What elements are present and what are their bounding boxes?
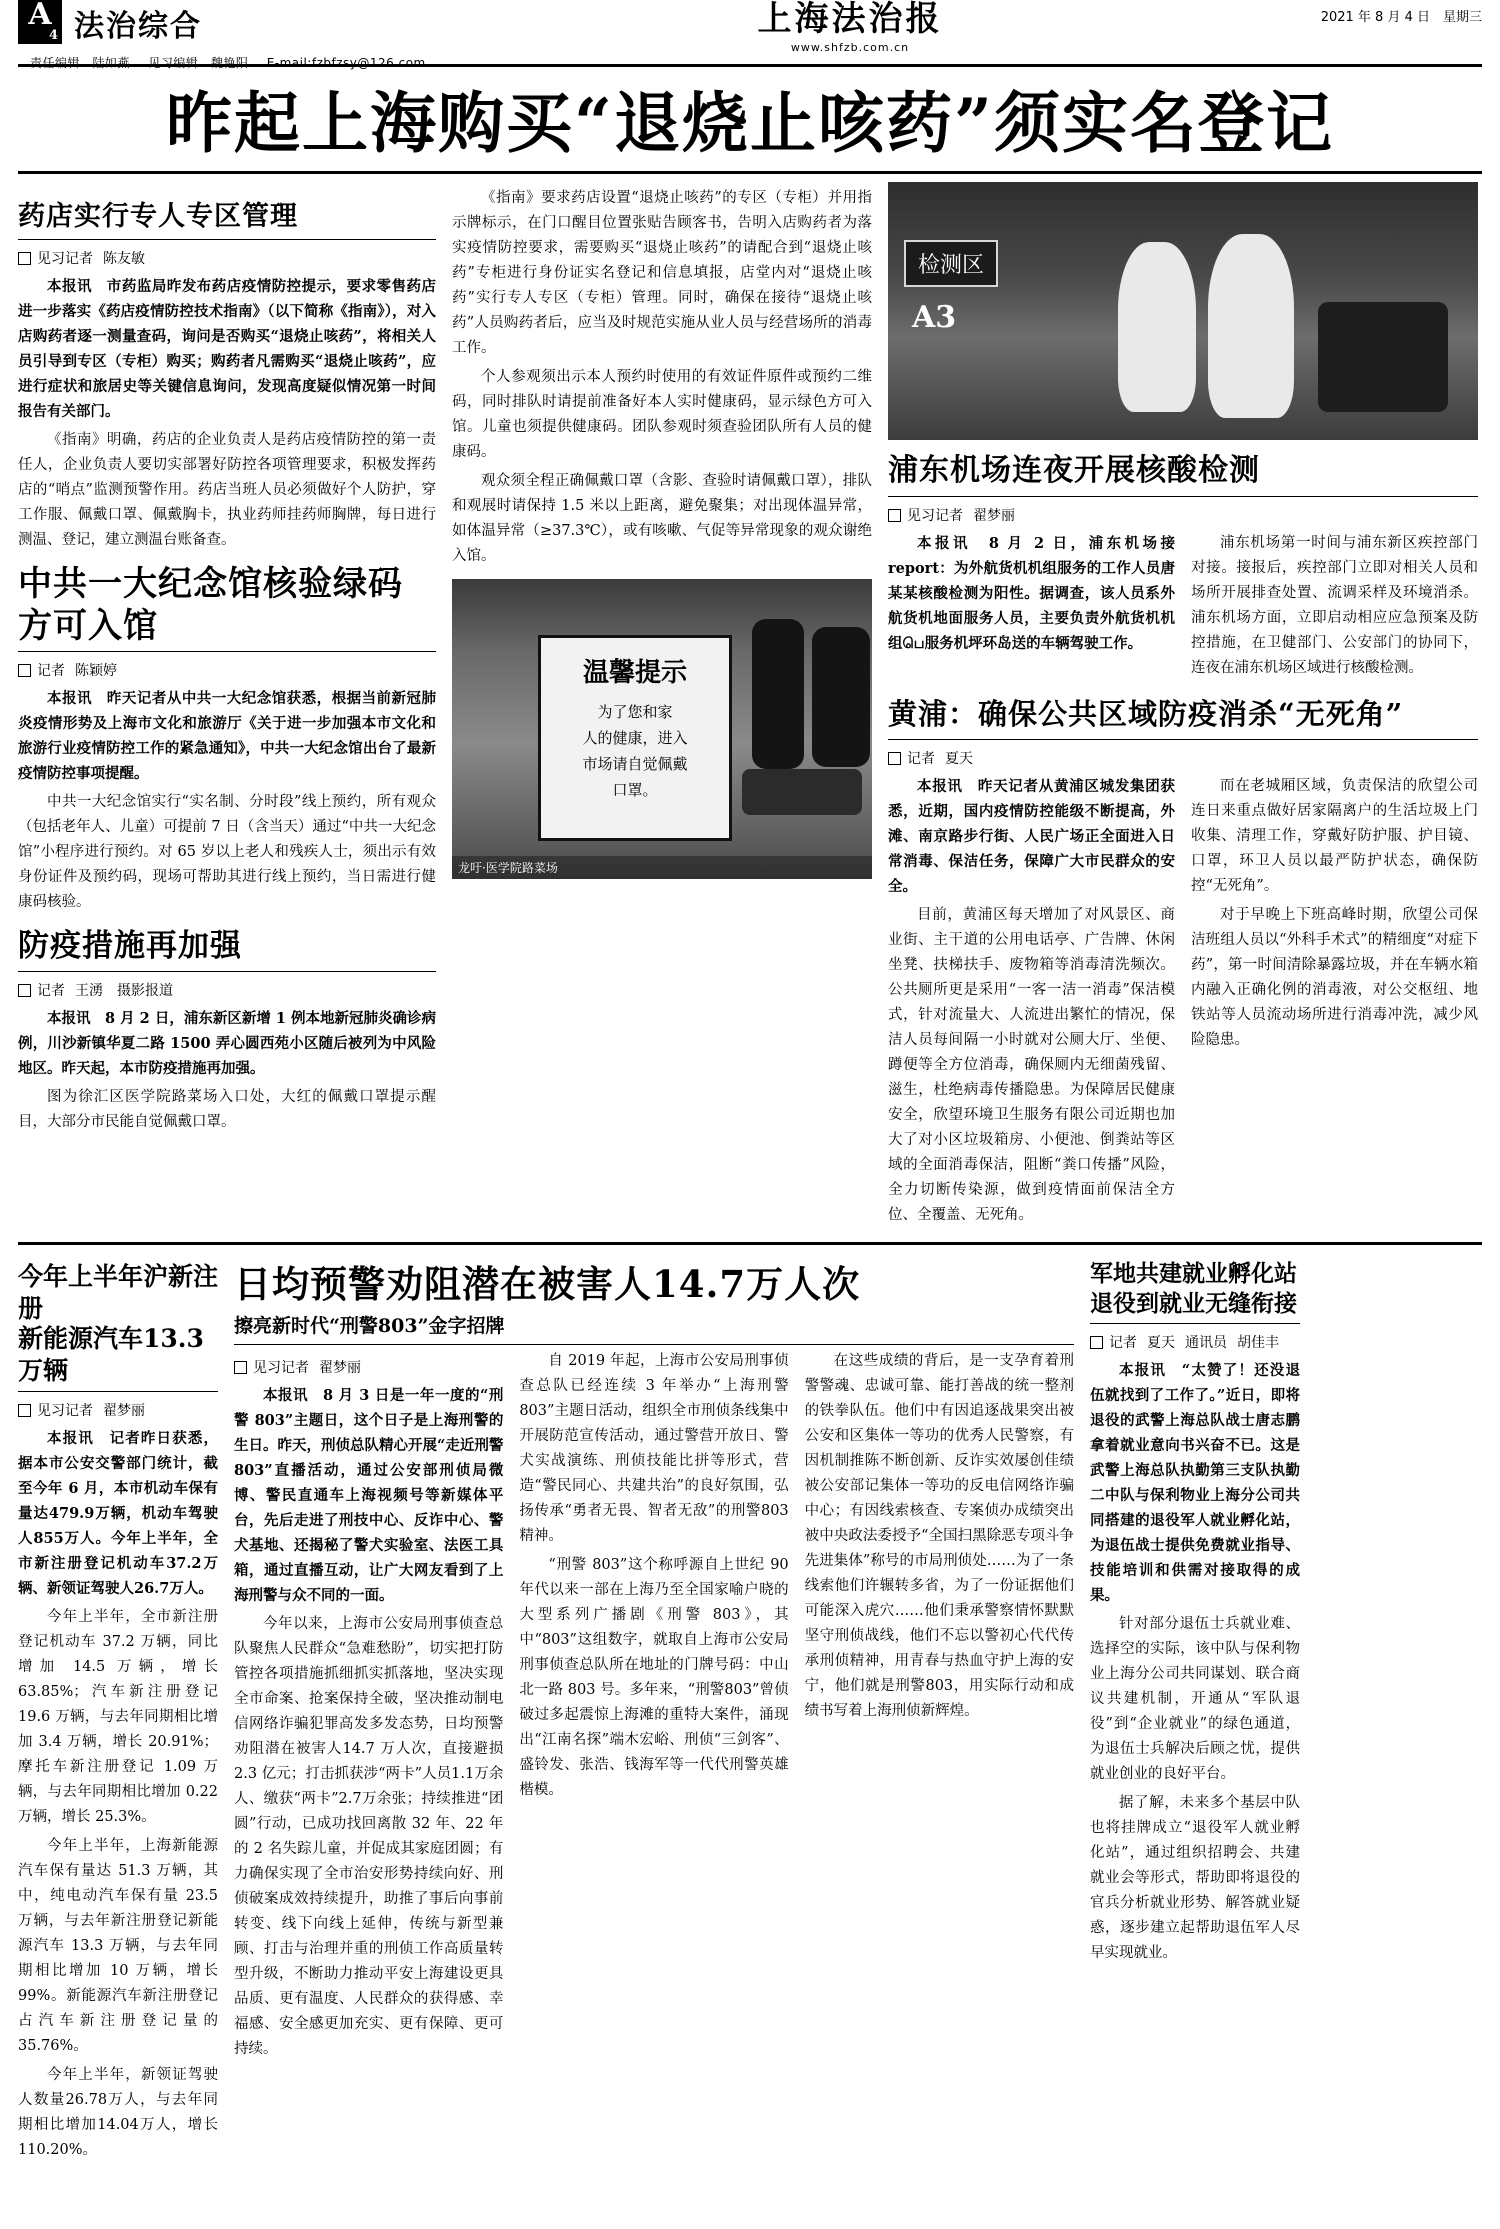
incubator-byline-label-2: 通讯员 — [1185, 1335, 1227, 1351]
memorial-para-3: 个人参观须出示本人预约时使用的有效证件原件或预约二维码，同时排队时请提前准备好本人实时健康码，显示绿色方可入馆。儿童也须提供健康码。团队参观时须查验团队所有人员的健康码。 — [452, 369, 872, 460]
page-badge — [18, 0, 62, 44]
huangpu-byline-name: 夏天 — [945, 751, 973, 767]
huangpu-col-2 — [1191, 774, 1478, 1232]
subhead-rule — [18, 239, 436, 240]
story803-byline-name: 翟梦丽 — [319, 1360, 361, 1376]
lead-para-3: 《指南》要求药店设置“退烧止咳药”的专区（专柜）并用指示牌标示，在门口醒目位置张贴告顾客书，告明入店购药者为落实疫情防控要求，需要购买“退烧止咳药”的请配合到“退烧止咳药”专柜进行身份证实名登记和信息填报，店堂内对“退烧止咳药”实行专人专区（专柜）管理。同时，确保在接待“退烧止咳药”人员购药者后，应当及时规范实施从业人员与经营场所的消毒工作。 — [452, 190, 872, 356]
editor-responsible: 责任编辑 陆如燕 — [30, 56, 131, 70]
story803-body — [234, 1349, 1074, 2066]
column-lower-1 — [18, 1253, 218, 2167]
upper-section — [18, 182, 1482, 1232]
byline-marker — [234, 1361, 247, 1374]
newenergy-byline-label: 见习记者 — [37, 1403, 93, 1419]
airport-byline-name: 翟梦丽 — [973, 508, 1015, 524]
zone-label: A3 — [912, 300, 957, 335]
story803-para-2: 今年以来，上海市公安局刑事侦查总队聚焦人民群众“急难愁盼”，切实把打防管控各项措施抓细抓实抓落地，坚决实现全市命案、抢案保持全破，坚决推动制电信网络诈骗犯罪高发多发态势，日均预警劝阻潜在被害人14.7 万人次，直接避损 2.3 亿元；打击抓获涉“两卡”人员1.1万余人、缴获“两卡”2.7万余张；持续推进“团圆”行动，已成功找回离散 32 年、22 年的 2 名失踪儿童，并促成其家庭团圆；有力确保实现了全市治安形势持续向好、刑侦破案成效持续提升，助推了事后向事前转变、线下向线上延伸，传统与新型兼顾、打击与治理并重的刑侦工作高质量转型升级，不断助力推动平安上海建设更具品质、更有温度、人民群众的获得感、幸福感、安全感更加充实、更有保障、更可持续。 — [234, 1616, 504, 2057]
byline-marker — [1090, 1336, 1103, 1349]
incubator-byline — [1090, 1332, 1300, 1352]
paper-website[interactable]: www.shfzb.com.cn — [790, 41, 910, 54]
measures-byline-label: 记者 — [37, 983, 65, 999]
newenergy-para-2: 今年上半年，全市新注册登记机动车 37.2 万辆，同比增加 14.5 万辆，增长 63.85%；汽车新注册登记 19.6 万辆，与去年同期相比增加 3.4 万辆，增长 20.91%；摩托车新注册登记 1.09 万辆，与去年同期相比增加 0.22 万辆，增长 25.3%。 — [18, 1609, 218, 1825]
story803-headline: 日均预警劝阻潜在被害人14.7万人次 — [234, 1262, 861, 1306]
airport-para-1: 本报讯 8 月 2 日，浦东机场接report：为外航货机机组服务的工作人员唐某某核酸检测为阳性。据调查，该人员系外航货机地面服务人员，主要负责外航货机机组பெ服务机坪环岛送的车辆驾驶工作。 — [888, 535, 1175, 652]
story803-col-1 — [234, 1349, 503, 2066]
story803-para-5: 在这些成绩的背后，是一支孕育着刑警警魂、忠诚可靠、能打善战的统一整剂的铁拳队伍。他们中有因追逐战果突出被公安和区集体一等功的优秀人民警察，有因机制推陈不断创新、反诈实效屡创佳绩被公安部记集体一等功的反电信网络诈骗中心；有因线索核查、专案侦办成绩突出被中央政法委授予“全国扫黑除恶专项斗争先进集体”称号的市局刑侦处……为了一条线索他们许辗转多省，为了一份证据他们可能深入虎穴……他们秉承警察情怀默默坚守刑侦战线，他们不忘以警初心代代传承刑侦精神，用青春与热血守护上海的安宁，他们就是刑警803，用实际行动和成绩书写着上海刑侦新辉煌。 — [804, 1353, 1074, 1719]
incubator-byline-name-2: 胡佳丰 — [1237, 1335, 1279, 1351]
lead-para-1: 本报讯 市药监局昨发布药店疫情防控提示，要求零售药店进一步落实《药店疫情防控技术指南》（以下简称《指南》），对入店购药者逐一测量查码，询问是否购买“退烧止咳药”，将相关人员引导到专区（专柜）购买；购药者凡需购买“退烧止咳药”，应进行症状和旅居史等关键信息询问，发现高度疑似情况第一时间报告有关部门。 — [18, 278, 436, 420]
notice-board — [538, 635, 732, 841]
lead-byline-name: 陈友敏 — [103, 251, 145, 267]
memorial-para-1: 本报讯 昨天记者从中共一大纪念馆获悉，根据当前新冠肺炎疫情形势及上海市文化和旅游厅《关于进一步加强本市文化和旅游行业疫情防控工作的紧急通知》，中共一大纪念馆出台了最新疫情防控事项提醒。 — [18, 690, 436, 782]
notice-title: 温馨提示 — [582, 658, 687, 688]
incubator-byline-name: 夏天 — [1147, 1335, 1175, 1351]
story803-subhead: 擦亮新时代“刑警803”金字招牌 — [234, 1315, 505, 1337]
newenergy-para-4: 今年上半年，新领证驾驶人数量26.78万人，与去年同期相比增加14.04万人，增长110.20%。 — [18, 2067, 218, 2158]
page-badge-letter: A — [28, 0, 52, 32]
airport-para-2: 浦东机场第一时间与浦东新区疾控部门对接。接报后，疾控部门立即对相关人员和场所开展排查处置、流调采样及环境消杀。浦东机场方面，立即启动相应应急预案及防控措施，在卫健部门、公安部门的协同下，连夜在浦东机场区域进行核酸检测。 — [1191, 535, 1478, 676]
measures-para-2: 图为徐汇区医学院路菜场入口处，大红的佩戴口罩提示醒目，大部分市民能自觉佩戴口罩。 — [18, 1089, 436, 1130]
measures-headline: 防疫措施再加强 — [18, 928, 242, 964]
story803-rule — [234, 1344, 1074, 1345]
newenergy-headline-2: 新能源汽车13.3万辆 — [18, 1324, 204, 1385]
photo-figure — [812, 627, 870, 767]
editor-line — [30, 54, 448, 71]
huangpu-body — [888, 774, 1478, 1232]
section-divider — [18, 1242, 1482, 1245]
photo-figure — [1118, 242, 1196, 412]
column-lower-3 — [1090, 1253, 1300, 2167]
huangpu-para-4: 对于早晚上下班高峰时期，欣望公司保洁班组人员以“外科手术式”的精细度“对症下药”，第一时间清除暴露垃圾，并在车辆水箱内融入正确化例的消毒液，对公交枢纽、地铁站等人员流动场所进行消毒冲洗，减少风险隐患。 — [1191, 907, 1478, 1048]
huangpu-rule — [888, 739, 1478, 740]
newenergy-rule — [18, 1391, 218, 1392]
airport-byline-label: 见习记者 — [907, 508, 963, 524]
lead-subhead: 药店实行专人专区管理 — [18, 201, 298, 232]
story803-para-1: 本报讯 8 月 3 日是一年一度的“刑警 803”主题日，这个日子是上海刑警的生日。昨天，刑侦总队精心开展“走近刑警803”直播活动，通过公安部刑侦局微博、警民直通车上海视频号等新媒体平台，先后走进了刑技中心、反诈中心、警犬基地、还揭秘了警犬实验室、法医工具箱，通过直播互动，让广大网友看到了上海刑警与众不同的一面。 — [234, 1387, 504, 1604]
photo-figure — [752, 619, 804, 769]
byline-marker — [888, 509, 901, 522]
section-name: 法治综合 — [74, 9, 202, 44]
masthead-center — [448, 0, 1252, 54]
notice-line-1: 为了您和家 — [597, 703, 673, 721]
lead-byline — [18, 248, 436, 268]
incubator-byline-label: 记者 — [1109, 1335, 1137, 1351]
memorial-byline-name: 陈颖婷 — [75, 663, 117, 679]
notice-line-2: 人的健康，进入 — [582, 729, 688, 747]
huangpu-col-1 — [888, 774, 1175, 1232]
newenergy-para-3: 今年上半年，上海新能源汽车保有量达 51.3 万辆，其中，纯电动汽车保有量 23.5 万辆，与去年新注册登记新能源汽车 13.3 万辆，与去年同期相比增加 10 万辆，增长 99%。新能源汽车新注册登记占汽车新注册登记量的 35.76%。 — [18, 1838, 218, 2054]
lead-byline-label: 见习记者 — [37, 251, 93, 267]
measures-para-1: 本报讯 8 月 2 日，浦东新区新增 1 例本地新冠肺炎确诊病例，川沙新镇华夏二路 1500 弄心圆西苑小区随后被列为中风险地区。昨天起，本市防疫措施再加强。 — [18, 1010, 437, 1077]
memorial-rule — [18, 651, 436, 652]
huangpu-byline — [888, 748, 1478, 768]
huangpu-para-3: 而在老城厢区域，负责保洁的欣望公司连日来重点做好居家隔离户的生活垃圾上门收集、清理工作，穿戴好防护服、护目镜、口罩，环卫人员以最严防护状态，确保防控“无死角”。 — [1191, 778, 1478, 894]
newenergy-headline-1: 今年上半年沪新注册 — [18, 1262, 219, 1323]
measures-byline — [18, 980, 436, 1000]
airport-col-2 — [1191, 531, 1478, 685]
airport-headline: 浦东机场连夜开展核酸检测 — [888, 453, 1260, 488]
photo-figure — [1208, 234, 1294, 418]
incubator-rule — [1090, 1323, 1300, 1324]
newenergy-byline-name: 翟梦丽 — [103, 1403, 145, 1419]
photo-vehicle — [1318, 302, 1448, 412]
airport-rule — [888, 496, 1478, 497]
masthead — [18, 0, 1482, 70]
airport-photo — [888, 182, 1478, 440]
incubator-headline-2: 退役到就业无缝衔接 — [1090, 1290, 1297, 1317]
masthead-left — [18, 0, 448, 71]
incubator-headline-1: 军地共建就业孵化站 — [1090, 1260, 1297, 1287]
newenergy-byline — [18, 1400, 218, 1420]
column-lower-2 — [234, 1253, 1074, 2167]
editor-email: E-mail:fzbfzsy@126.com — [266, 56, 426, 70]
headline-rule — [18, 171, 1482, 174]
huangpu-byline-label: 记者 — [907, 751, 935, 767]
huangpu-headline: 黄浦：确保公共区域防疫消杀“无死角” — [888, 697, 1404, 731]
memorial-para-2: 中共一大纪念馆实行“实名制、分时段”线上预约，所有观众（包括老年人、儿童）可提前 7 日（含当天）通过“中共一大纪念馆”小程序进行预约。对 65 岁以上老人和残疾人士，须出示有效身份证件及预约码，现场可帮助其进行线上预约，当日需进行健康码核验。 — [18, 794, 436, 910]
incubator-para-2: 针对部分退伍士兵就业难、选择空的实际，该中队与保利物业上海分公司共同谋划、联合商议共建机制，开通从“军队退役”到“企业就业”的绿色通道，为退伍士兵解决后顾之忧，提供就业创业的良好平台。 — [1090, 1616, 1300, 1782]
airport-col-1 — [888, 531, 1175, 685]
story803-byline-label: 见习记者 — [253, 1360, 309, 1376]
huangpu-para-2: 目前，黄浦区每天增加了对风景区、商业街、主干道的公用电话亭、广告牌、休闲坐凳、扶梯扶手、废物箱等消毒清洗频次。公共厕所更是采用“一客一洁一消毒”保洁模式，针对流量大、人流进出繁忙的情况，保洁人员每间隔一小时就对公厕大厅、坐便、蹲便等全方位消毒，确保厕内无细菌残留、滋生，杜绝病毒传播隐患。为保障居民健康安全，欣望环境卫生服务有限公司近期也加大了对小区垃圾箱房、小便池、倒粪站等区域的全面消毒保洁，阻断“粪口传播”风险，全力切断传染源，做到疫情面前保洁全方位、全覆盖、无死角。 — [888, 907, 1175, 1223]
byline-marker — [888, 752, 901, 765]
incubator-para-3: 据了解，未来多个基层中队也将挂牌成立“退役军人就业孵化站”，通过组织招聘会、共建就业会等形式，帮助即将退役的官兵分析就业形势、解答就业疑惑，逐步建立起帮助退伍军人尽早实现就业。 — [1090, 1795, 1300, 1961]
airport-byline — [888, 505, 1478, 525]
byline-marker — [18, 252, 31, 265]
story803-para-4: “刑警 803”这个称呼源自上世纪 90 年代以来一部在上海乃至全国家喻户晓的大型系列广播剧《刑警 803》，其中“803”这组数字，就取自上海市公安局刑事侦查总队所在地址的门牌号码：中山北一路 803 号。多年来，“刑警803”曾侦破过多起震惊上海滩的重特大案件，涌现出“江南名探”端木宏峪、刑侦“三剑客”、盛铃发、张浩、钱海军等一代代刑警英雄楷模。 — [519, 1557, 789, 1798]
memorial-headline: 中共一大纪念馆核验绿码方可入馆 — [18, 564, 403, 646]
column-2 — [452, 182, 872, 1232]
story803-col-3 — [805, 1349, 1074, 2066]
byline-marker — [18, 984, 31, 997]
notice-line-3: 市场请自觉佩戴 — [582, 755, 688, 773]
byline-marker — [18, 1404, 31, 1417]
publication-date: 2021 年 8 月 4 日 星期三 — [1320, 10, 1482, 25]
measures-byline-name: 王湧 摄影报道 — [75, 983, 173, 999]
lower-section — [18, 1253, 1482, 2167]
airport-body — [888, 531, 1478, 685]
lead-para-2: 《指南》明确，药店的企业负责人是药店疫情防控的第一责任人，企业负责人要切实部署好防控各项管理要求，积极发挥药店的“哨点”监测预警作用。药店当班人员必须做好个人防护，穿工作服、佩戴口罩、佩戴胸卡，执业药师挂药师胸牌，每日进行测温、登记，建立测温台账备查。 — [18, 432, 436, 548]
notice-line-4: 口罩。 — [612, 781, 658, 799]
memorial-byline-label: 记者 — [37, 663, 65, 679]
column-3 — [888, 182, 1478, 1232]
memorial-byline — [18, 660, 436, 680]
memorial-para-4: 观众须全程正确佩戴口罩（含影、查验时请佩戴口罩），排队和观展时请保持 1.5 米以上距离，避免聚集；对出现体温异常，如体温异常（≥37.3℃），或有咳嗽、气促等异常现象的观众谢绝入馆。 — [452, 473, 872, 564]
column-1 — [18, 182, 436, 1232]
testing-zone-sign: 检测区 — [904, 240, 998, 287]
newenergy-para-1: 本报讯 记者昨日获悉，据本市公安交警部门统计，截至今年 6 月，本市机动车保有量达479.9万辆，机动车驾驶人855万人。今年上半年，全市新注册登记机动车37.2万辆、新领证驾驶人26.7万人。 — [18, 1430, 218, 1597]
market-photo — [452, 579, 872, 879]
huangpu-para-1: 本报讯 昨天记者从黄浦区城发集团获悉，近期，国内疫情防控能级不断提高，外滩、南京路步行街、人民广场正全面进入日常消毒、保洁任务，保障广大市民群众的安全。 — [888, 778, 1175, 895]
incubator-para-1: 本报讯 “太赞了！还没退伍就找到了工作了。”近日，即将退役的武警上海总队战士唐志鹏拿着就业意向书兴奋不已。这是武警上海总队执勤第三支队执勤二中队与保利物业上海分公司共同搭建的退役军人就业孵化站，为退伍战士提供免费就业指导、技能培训和供需对接取得的成果。 — [1090, 1362, 1300, 1604]
editor-trainee: 见习编辑 魏艳阳 — [148, 56, 249, 70]
page-badge-number: 4 — [48, 28, 58, 43]
story803-col-2 — [519, 1349, 788, 2066]
story803-para-3: 自 2019 年起，上海市公安局刑事侦查总队已经连续 3 年举办“上海刑警 803”主题日活动，组织全市刑侦条线集中开展防范宣传活动，通过警营开放日、警犬实战演练、刑侦技能比拼等形式，营造“警民同心、共建共治”的良好氛围，弘扬传承“勇者无畏、智者无敌”的刑警803精神。 — [519, 1353, 789, 1544]
photo-cart — [742, 769, 862, 815]
market-photo-caption: 龙吁·医学院路菜场 — [452, 856, 872, 879]
story803-byline — [234, 1357, 503, 1377]
byline-marker — [18, 664, 31, 677]
lead-headline: 昨起上海购买“退烧止咳药”须实名登记 — [166, 84, 1334, 162]
measures-rule — [18, 971, 436, 972]
paper-title: 上海法治报 — [757, 0, 943, 39]
